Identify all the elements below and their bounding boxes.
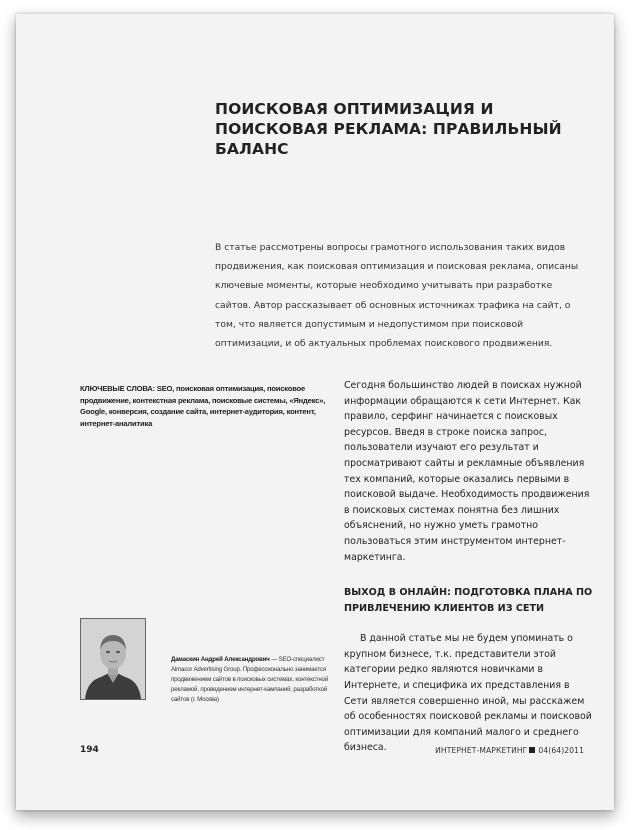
section-heading: ВЫХОД В ОНЛАЙН: ПОДГОТОВКА ПЛАНА ПО ПРИВЛЕЧЕНИЮ КЛИЕНТОВ ИЗ СЕТИ [344,587,593,615]
intro-paragraph: Сегодня большинство людей в поисках нужной информации обращаются к сети Интернет. Как правило, серфинг начинается с поисковых ресурсов. Введя в строке поиска запрос, пользователи изучают его результат и просматривают сайты и рекламные объявления тех компаний, которые оказались первыми в поисковой выдаче. Необходимость продвижения в поисковых системах понятна без лишних объяснений, но нужно уметь грамотно пользоваться этим инструментом интернет-маркетинга. [344,380,590,563]
section-paragraph: В данной статье мы не будем упоминать о крупном бизнесе, т.к. представители этой категории редко являются новичками в Интернете, и специфика их представления в Сети является совершенно иной, мы расскажем об особенностях поисковой рекламы и поисковой оптимизации для компаний малого и среднего бизнеса. [344,633,592,754]
square-bullet-icon [529,747,535,753]
author-bio: — SEO-специалист Almacor Advertising Group. Профессионально занимается продвижением сайтов в поисковых системах, контекстной рекламой, проведением интернет-кампаний, разработкой сайтов (г. Москва) [171,656,329,703]
magazine-page [16,14,614,810]
author-name: Дамаскин Андрей Александрович [171,656,270,663]
article-abstract: В статье рассмотрены вопросы грамотного использования таких видов продвижения, как поисковая оптимизация и поисковая реклама, описаны ключевые моменты, которые необходимо учитывать при разработке сайтов. Автор рассказывает об основных источниках трафика на сайт, о том, что является допустимым и недопустимом при поисковой оптимизации, и об актуальных проблемах поискового продвижения. [215,242,579,350]
main-text-column [344,378,594,756]
author-photo [80,618,146,700]
issue-number: 04(64)2011 [538,746,584,755]
article-title: ПОИСКОВАЯ ОПТИМИЗАЦИЯ И ПОИСКОВАЯ РЕКЛАМА: ПРАВИЛЬНЫЙ БАЛАНС [215,100,562,158]
journal-name: ИНТЕРНЕТ-МАРКЕТИНГ [435,746,528,755]
journal-footer [435,746,584,755]
page-number: 194 [80,745,99,755]
author-portrait-icon [81,619,145,699]
keywords-block: КЛЮЧЕВЫЕ СЛОВА: SEO, поисковая оптимизация, поисковое продвижение, контекстная реклама, поисковые системы, «Яндекс», Google, конверсия, создание сайта, интернет-аудитория, контент, интернет-аналитика [80,384,326,428]
author-info [171,655,333,705]
